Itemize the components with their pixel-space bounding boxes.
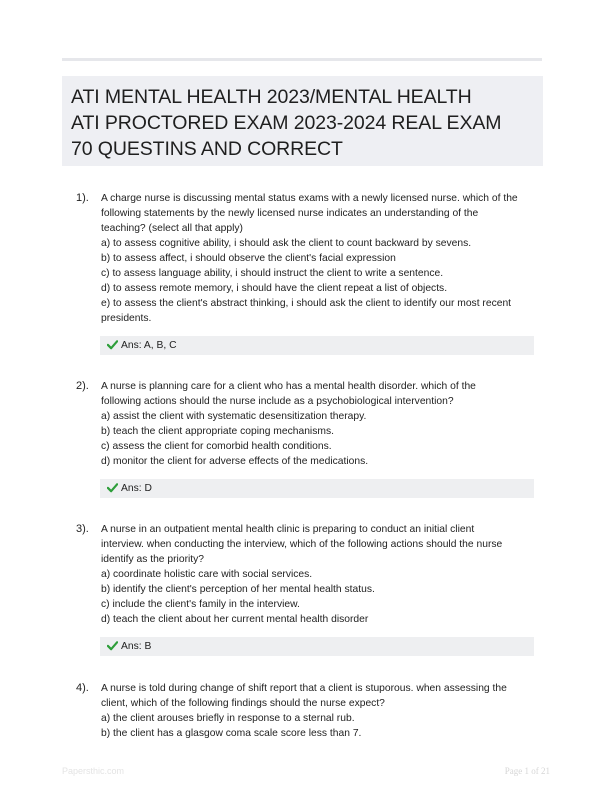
question-text — [101, 379, 541, 469]
question-line: A charge nurse is discussing mental status exams with a newly licensed nurse. which of the — [101, 193, 518, 204]
title-line: ATI MENTAL HEALTH 2023/MENTAL HEALTH — [71, 86, 472, 108]
question-text — [101, 522, 541, 627]
option-b: b) identify the client's perception of her mental health status. — [101, 584, 375, 595]
option-c: c) include the client's family in the interview. — [101, 599, 300, 610]
question-number: 4). — [76, 682, 89, 694]
option-a: a) coordinate holistic care with social services. — [101, 569, 313, 580]
question-line: A nurse is told during change of shift report that a client is stuporous. when assessing the — [101, 683, 507, 694]
footer-watermark: Papersthic.com — [62, 766, 125, 776]
top-divider — [62, 58, 542, 61]
option-d: d) to assess remote memory, i should have the client repeat a list of objects. — [101, 283, 448, 294]
option-c: c) to assess language ability, i should instruct the client to write a sentence. — [101, 268, 444, 279]
document-title — [62, 76, 543, 166]
question-line: following actions should the nurse include as a psychobiological intervention? — [101, 396, 454, 407]
answer-box — [100, 479, 534, 498]
option-e: e) to assess the client's abstract thinking, i should ask the client to identify our most recent — [101, 298, 512, 309]
option-c: c) assess the client for comorbid health conditions. — [101, 441, 332, 452]
option-a: a) assist the client with systematic desensitization therapy. — [101, 411, 367, 422]
question-line: teaching? (select all that apply) — [101, 223, 243, 234]
question-line: interview. when conducting the interview, which of the following actions should the nurse — [101, 539, 503, 550]
question-number: 3). — [76, 523, 89, 535]
question-number: 2). — [76, 380, 89, 392]
option-b: b) to assess affect, i should observe the client's facial expression — [101, 253, 396, 264]
question-line: following statements by the newly licensed nurse indicates an understanding of the — [101, 208, 479, 219]
answer-text: Ans: B — [121, 641, 152, 652]
question-line: A nurse is planning care for a client who has a mental health disorder. which of the — [101, 381, 476, 392]
answer-box — [100, 637, 534, 656]
page-number: Page 1 of 21 — [504, 766, 550, 776]
option-b: b) teach the client appropriate coping mechanisms. — [101, 426, 334, 437]
question-line: A nurse in an outpatient mental health clinic is preparing to conduct an initial client — [101, 524, 475, 535]
checkmark-icon — [107, 339, 118, 350]
answer-text: Ans: D — [121, 483, 152, 494]
option-d: d) teach the client about her current mental health disorder — [101, 614, 369, 625]
option-b: b) the client has a glasgow coma scale score less than 7. — [101, 728, 362, 739]
question-text — [101, 191, 541, 326]
question-number: 1). — [76, 192, 89, 204]
answer-text: Ans: A, B, C — [121, 340, 177, 351]
option-e-continued: presidents. — [101, 313, 152, 324]
question-line: identify as the priority? — [101, 554, 205, 565]
question-text — [101, 681, 541, 741]
checkmark-icon — [107, 640, 118, 651]
question-line: client, which of the following findings should the nurse expect? — [101, 698, 385, 709]
option-d: d) monitor the client for adverse effects of the medications. — [101, 456, 369, 467]
option-a: a) the client arouses briefly in response to a sternal rub. — [101, 713, 355, 724]
option-a: a) to assess cognitive ability, i should ask the client to count backward by sevens. — [101, 238, 472, 249]
checkmark-icon — [107, 482, 118, 493]
title-line: ATI PROCTORED EXAM 2023-2024 REAL EXAM — [71, 112, 502, 134]
answer-box — [100, 336, 534, 355]
title-line: 70 QUESTINS AND CORRECT — [71, 138, 343, 160]
